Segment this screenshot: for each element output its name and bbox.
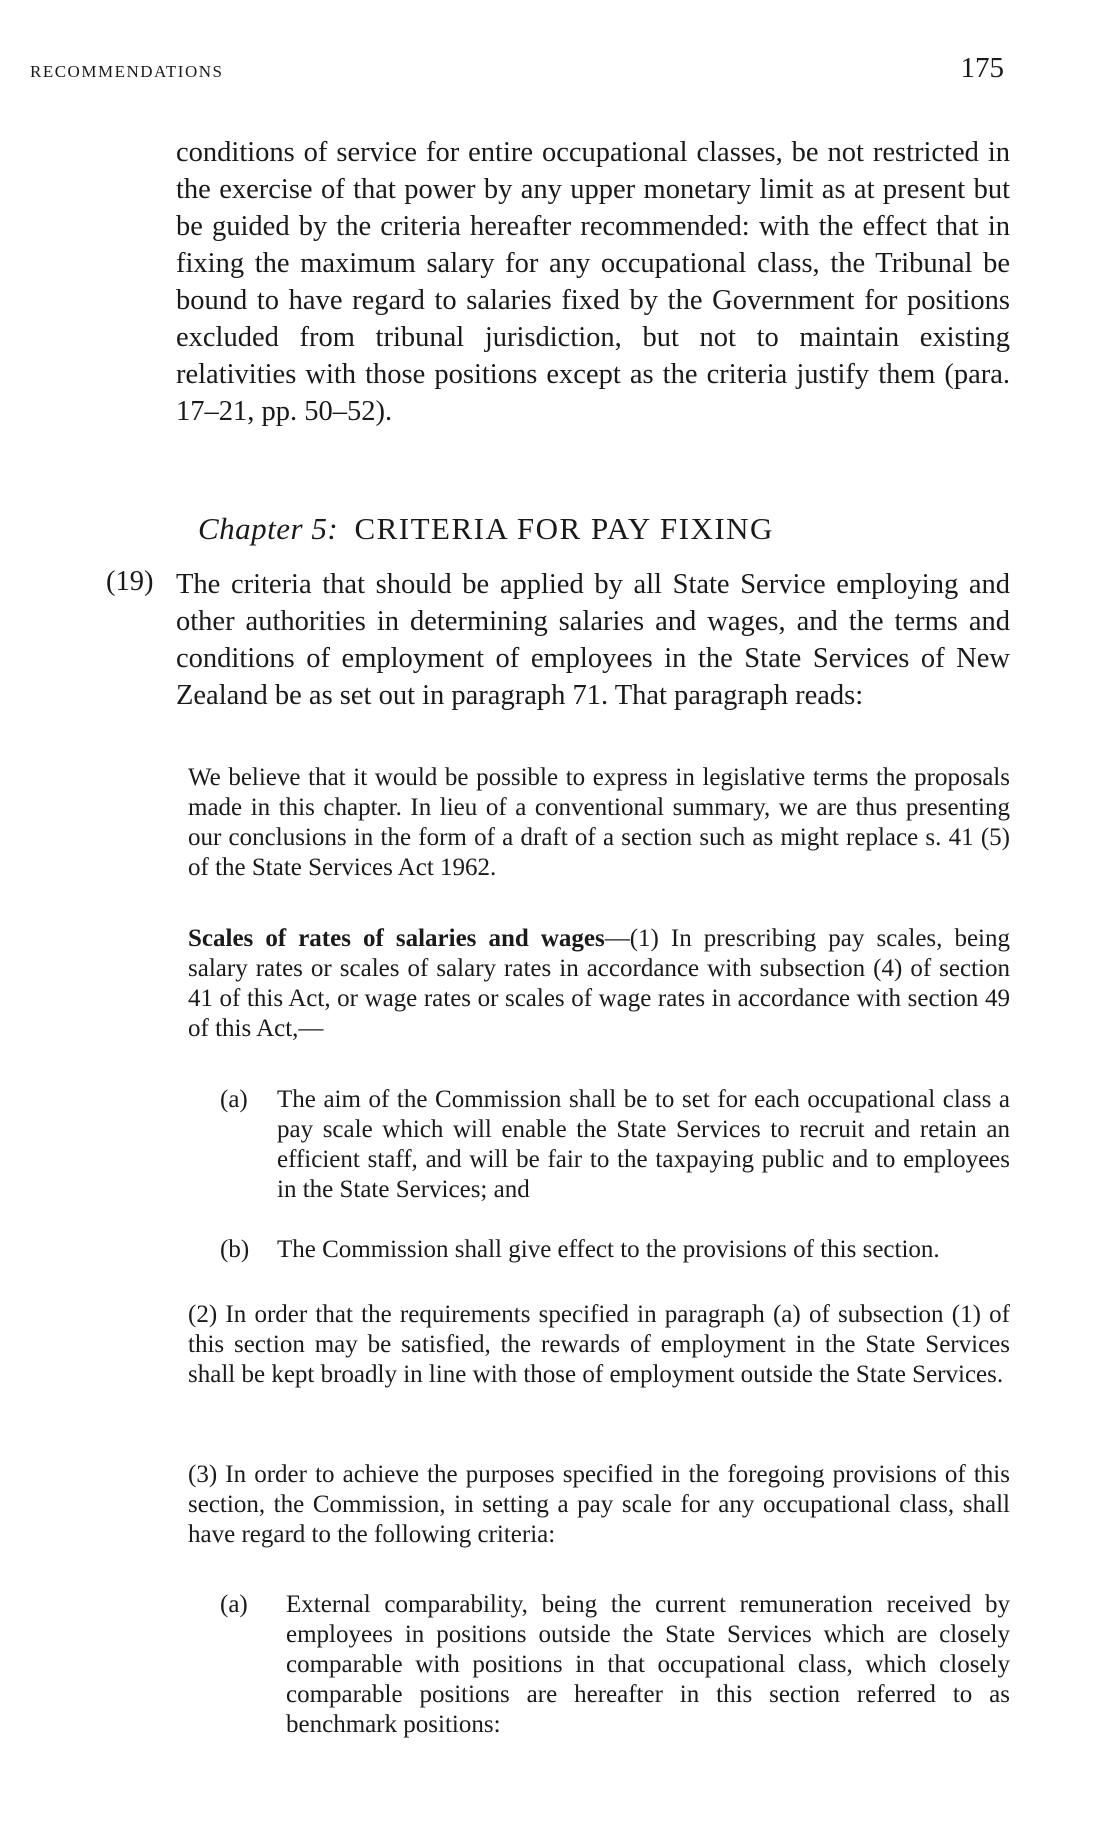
- chapter-label: Chapter 5:: [198, 511, 339, 546]
- page-number: 175: [960, 52, 1004, 84]
- list-marker: (a): [220, 1591, 248, 1618]
- list-text: The Commission shall give effect to the provisions of this section.: [277, 1236, 940, 1263]
- chapter-title: CRITERIA FOR PAY FIXING: [354, 511, 774, 546]
- quote-intro: We believe that it would be possible to express in legislative terms the proposals made in this chapter. In lieu of a conventional summary, we are thus presenting our conclusions in the form of a draft of a section such as might replace s. 41 (5) of the State Services Act 1962.: [188, 764, 1010, 881]
- section-paragraph-1: [188, 924, 1010, 1044]
- section-heading: Scales of rates of salaries and wages: [188, 925, 605, 952]
- list-marker: (b): [220, 1236, 250, 1263]
- continued-paragraph: conditions of service for entire occupational classes, be not restricted in the exercise of that power by any upper monetary limit as at present but be guided by the criteria hereafter recommended: with the effect that in fixing the maximum salary for any occupational class, the Tribunal be bound to have regard to salaries fixed by the Government for positions excluded from tribunal jurisdiction, but not to maintain existing relativities with those positions except as the criteria justify them (para. 17–21, pp. 50–52).: [176, 137, 1010, 427]
- section-paragraph-3: (3) In order to achieve the purposes specified in the foregoing provisions of this section, the Commission, in setting a pay scale for any occupational class, shall have regard to the following criteria:: [188, 1461, 1010, 1548]
- section-text: —(1) In prescribing pay scales, being salary rates or scales of salary rates in accordance with subsection (4) of section 41 of this Act, or wage rates or scales of wage rates in accordance with section 49 of this Act,—: [188, 925, 1010, 1042]
- running-head: RECOMMENDATIONS: [30, 62, 224, 81]
- recommendation-text: The criteria that should be applied by all State Service employing and other authorities in determining salaries and wages, and the terms and conditions of employment of employees in the State Services of New Zealand be as set out in paragraph 71. That paragraph reads:: [176, 569, 1010, 711]
- list-marker: (a): [220, 1086, 248, 1113]
- section-paragraph-2: (2) In order that the requirements specified in paragraph (a) of subsection (1) of this section may be satisfied, the rewards of employment in the State Services shall be kept broadly in line with those of employment outside the State Services.: [188, 1301, 1010, 1388]
- list-text: The aim of the Commission shall be to set for each occupational class a pay scale which will enable the State Services to recruit and retain an efficient staff, and will be fair to the taxpaying public and to employees in the State Services; and: [277, 1086, 1010, 1203]
- chapter-heading: [198, 511, 774, 547]
- recommendation-number: (19): [106, 566, 154, 597]
- list-text: External comparability, being the current remuneration received by employees in positions outside the State Services which are closely comparable with positions in that occupational class, which closely comparable positions are hereafter in this section referred to as benchmark positions:: [286, 1591, 1010, 1738]
